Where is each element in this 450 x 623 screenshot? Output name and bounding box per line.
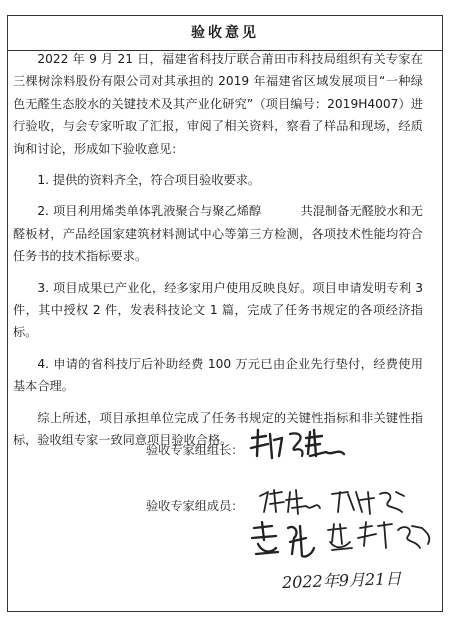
leader-label: 验收专家组组长： xyxy=(146,443,244,457)
document-title: 验收意见 xyxy=(8,16,442,51)
paragraph-conclusion: 综上所述，项目承担单位完成了任务书规定的关键性指标和非关键性指标，验收组专家一致同意项目验收合格。 xyxy=(13,410,423,448)
member-signatures-row1 xyxy=(256,486,416,518)
paragraph-intro: 2022 年 9 月 21 日，福建省科技厅联合莆田市科技局组织有关专家在三棵树涂料股份有限公司对其承担的 2019 年福建省区域发展项目“一种绿色无醛生态胶水的关键技术及其产业化研究”（项目编号：2019H4007）进行验收，与会专家听取了汇报，审阅了相关资料，察看了样品和现场，经质询和讨论，形成如下验收意见： xyxy=(13,52,423,156)
leader-signature xyxy=(248,426,358,466)
paragraph-item-2: 2. 项目利用烯类单体乳液聚合与聚乙烯醇 共混制备无醛胶水和无醛板材，产品经国家建筑材料测试中心等第三方检测，各项技术性能均符合任务书的技术指标要求。 xyxy=(13,204,423,264)
paragraph-item-4: 4. 申请的省科技厅后补助经费 100 万元已由企业先行垫付，经费使用基本合理。 xyxy=(13,356,423,394)
member-signatures-row2 xyxy=(248,518,438,562)
handwritten-date: 2022年9月21日 xyxy=(281,568,402,593)
paragraph-item-1: 1. 提供的资料齐全，符合项目验收要求。 xyxy=(37,173,261,188)
members-label: 验收专家组成员： xyxy=(146,499,244,513)
document-body xyxy=(13,48,423,452)
paragraph-item-3: 3. 项目成果已产业化，经多家用户使用反映良好。项目申请发明专利 3 件，其中授权 2 件，发表科技论文 1 篇，完成了任务书规定的各项经济指标。 xyxy=(13,280,423,340)
